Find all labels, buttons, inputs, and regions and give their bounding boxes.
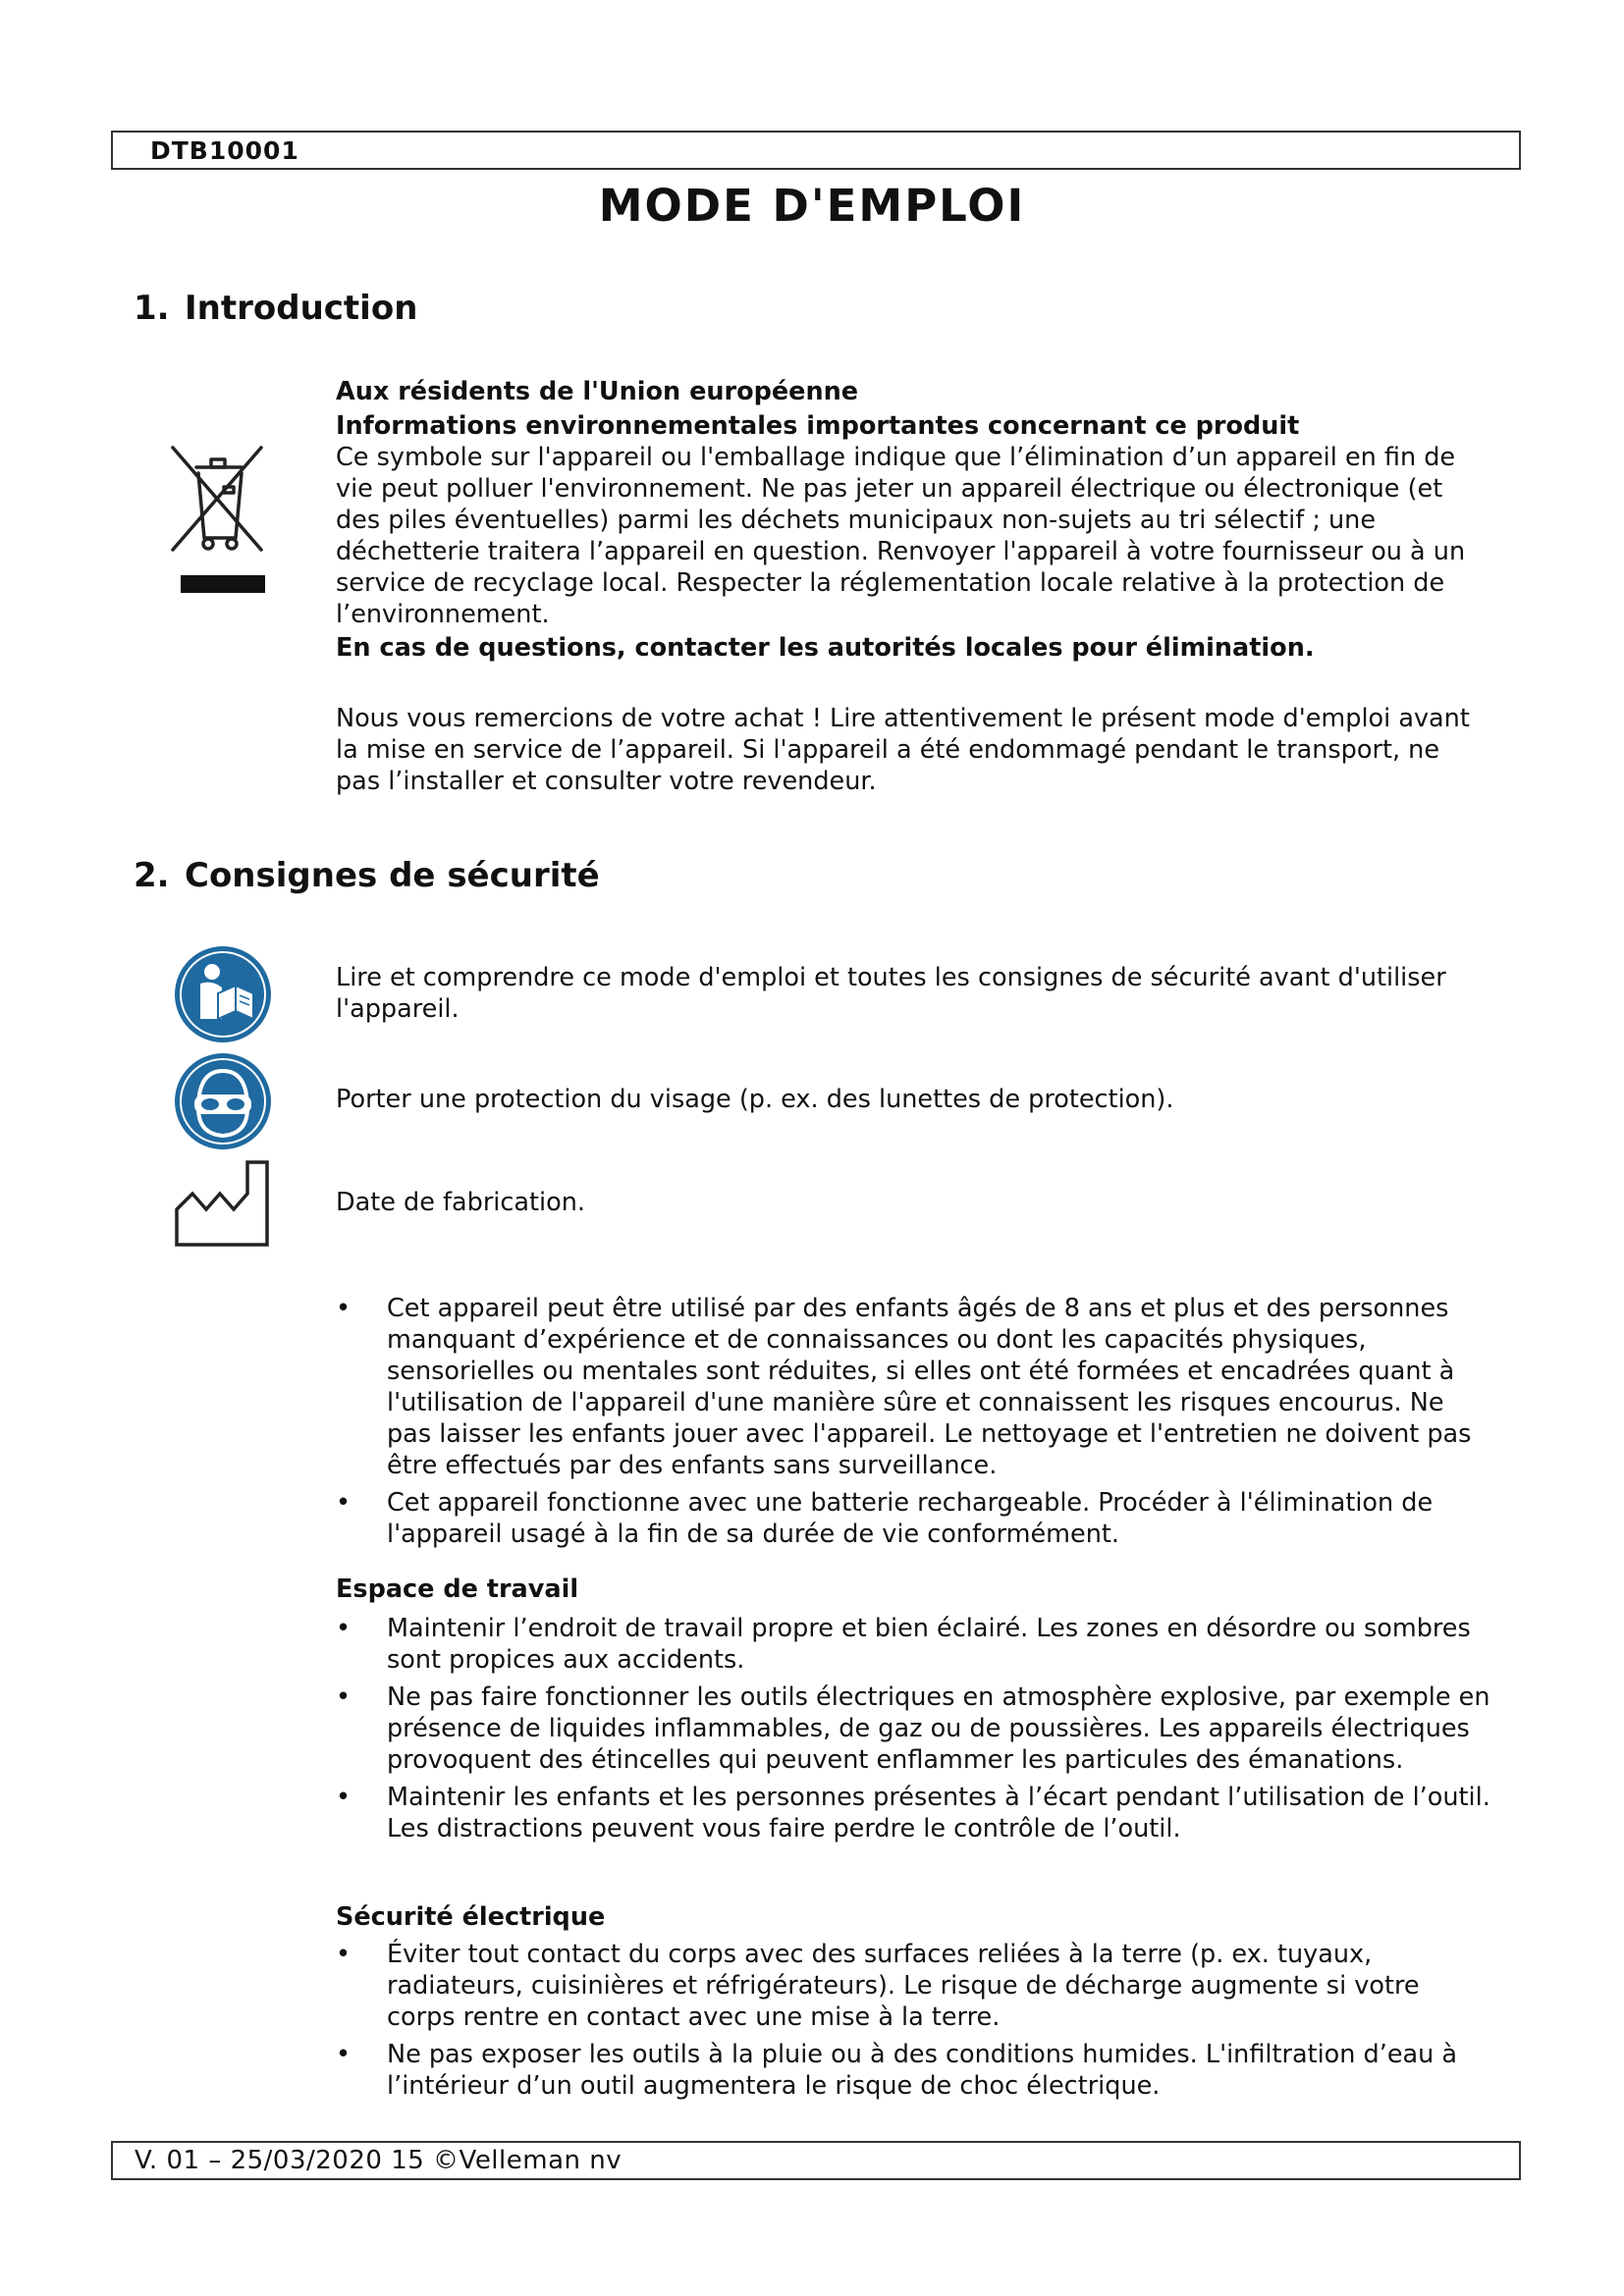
intro-text-block [336, 376, 1485, 664]
footer-box [111, 2141, 1521, 2180]
bullet-icon: • [336, 1940, 352, 1969]
list-item [336, 1939, 1494, 2033]
bullet-icon: • [336, 1488, 352, 1518]
footer-text: V. 01 – 25/03/2020 15 ©Velleman nv [135, 2146, 623, 2175]
workspace-list [336, 1613, 1494, 1850]
eu-residents-heading: Aux résidents de l'Union européenne [336, 377, 859, 406]
list-item [336, 1782, 1494, 1844]
section-2-title: Consignes de sécurité [185, 856, 600, 895]
electrical-safety-heading: Sécurité électrique [336, 1902, 606, 1932]
questions-text: En cas de questions, contacter les autorités locales pour élimination. [336, 633, 1315, 663]
list-item-text: Ne pas exposer les outils à la pluie ou à des conditions humides. L'infiltration d’eau à l’intérieur d’un outil augmentera le risque de choc électrique. [387, 2040, 1458, 2101]
list-item-text: Cet appareil peut être utilisé par des enfants âgés de 8 ans et plus et des personnes manquant d’expérience et de connaissances ou dont les capacités physiques, sensorielles ou mentales sont réduites, si elles ont été formées et encadrées quant à l'utilisation de l'appareil d'une manière sûre et connaissent les risques encourus. Ne pas laisser les enfants jouer avec l'appareil. Le nettoyage et l'entretien ne doivent pas être effectués par des enfants sans surveillance. [387, 1294, 1472, 1480]
list-item [336, 1682, 1494, 1776]
list-item-text: Cet appareil fonctionne avec une batterie rechargeable. Procéder à l'élimination de l'appareil usagé à la fin de sa durée de vie conformément. [387, 1488, 1434, 1549]
bullet-icon: • [336, 1783, 352, 1812]
list-item [336, 1293, 1494, 1481]
list-item [336, 1487, 1494, 1550]
list-item-text: Maintenir l’endroit de travail propre et bien éclairé. Les zones en désordre ou sombres sont propices aux accidents. [387, 1614, 1471, 1675]
section-1-heading [134, 289, 417, 328]
section-1-title: Introduction [185, 289, 418, 328]
bullet-icon: • [336, 1614, 352, 1643]
bullet-icon: • [336, 1294, 352, 1323]
thanks-text: Nous vous remercions de votre achat ! Lire attentivement le présent mode d'emploi avant la mise en service de l’appareil. Si l'appareil a été endommagé pendant le transport, ne pas l’installer et consulter votre revendeur. [336, 704, 1470, 796]
header-box [111, 131, 1521, 170]
section-2-number: 2. [134, 856, 170, 895]
section-1-number: 1. [134, 289, 170, 328]
face-protection-icon [173, 1051, 273, 1151]
list-item-text: Maintenir les enfants et les personnes présentes à l’écart pendant l’utilisation de l’outil. Les distractions peuvent vous faire perdre le contrôle de l’outil. [387, 1783, 1490, 1843]
weee-crossed-bin-icon [167, 444, 269, 597]
read-manual-icon [173, 944, 273, 1044]
list-item [336, 2039, 1494, 2102]
symbol-manufacture-date-text: Date de fabrication. [336, 1188, 585, 1217]
page-title: MODE D'EMPLOI [598, 180, 1026, 232]
section-2-heading [134, 856, 600, 895]
environment-info-text: Ce symbole sur l'appareil ou l'emballage indique que l’élimination d’un appareil en fin de vie peut polluer l'environnement. Ne pas jeter un appareil électrique ou électronique (et des piles éventuelles) parmi les déchets municipaux non-sujets au tri sélectif ; une déchetterie traitera l’appareil en question. Renvoyer l'appareil à votre fournisseur ou à un service de recyclage local. Respecter la réglementation locale relative à la protection de l’environnement. [336, 443, 1466, 629]
symbol-read-manual-text: Lire et comprendre ce mode d'emploi et toutes les consignes de sécurité avant d'utiliser l'appareil. [336, 963, 1446, 1024]
bullet-icon: • [336, 2040, 352, 2069]
general-safety-list [336, 1293, 1494, 1556]
list-item-text: Éviter tout contact du corps avec des surfaces reliées à la terre (p. ex. tuyaux, radiateurs, cuisinières et réfrigérateurs). Le risque de décharge augmente si votre corps rentre en contact avec une mise à la terre. [387, 1940, 1420, 2032]
product-code: DTB10001 [150, 136, 299, 165]
list-item-text: Ne pas faire fonctionner les outils électriques en atmosphère explosive, par exemple en présence de liquides inflammables, de gaz ou de poussières. Les appareils électriques provoquent des étincelles qui peuvent enflammer les particules des émanations. [387, 1682, 1490, 1775]
bullet-icon: • [336, 1682, 352, 1712]
electrical-safety-list [336, 1939, 1494, 2108]
list-item [336, 1613, 1494, 1676]
environment-info-heading: Informations environnementales importantes concernant ce produit [336, 411, 1300, 441]
symbol-face-protection-text: Porter une protection du visage (p. ex. des lunettes de protection). [336, 1085, 1174, 1114]
manufacture-date-icon [173, 1158, 273, 1249]
workspace-heading: Espace de travail [336, 1575, 579, 1604]
